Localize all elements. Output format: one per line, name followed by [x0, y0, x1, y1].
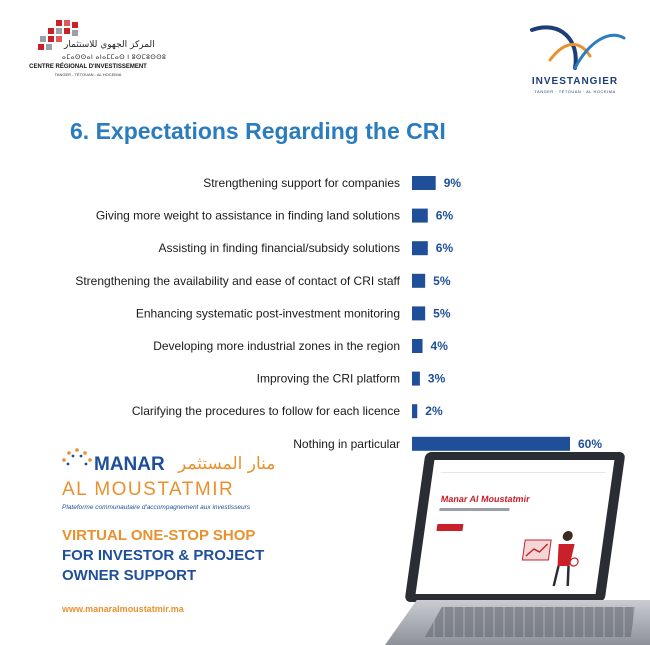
- bar: [412, 372, 420, 386]
- value-label: 60%: [578, 436, 603, 451]
- manar-name: MANAR: [94, 454, 165, 475]
- bar: [412, 339, 423, 353]
- bar: [412, 176, 436, 190]
- bar: [412, 274, 425, 288]
- category-label: Enhancing systematic post-investment monitoring: [135, 306, 400, 321]
- value-label: 9%: [443, 176, 462, 190]
- promo-heading-line-2: FOR INVESTOR & PROJECT: [62, 547, 265, 564]
- bar: [412, 241, 428, 255]
- laptop-illustration: [385, 452, 650, 645]
- manar-name-second: AL MOUSTATMIR: [62, 479, 235, 500]
- laptop-keyboard: [425, 607, 635, 637]
- category-label: Strengthening support for companies: [203, 176, 400, 190]
- bar: [412, 437, 570, 451]
- category-label: Improving the CRI platform: [256, 371, 400, 386]
- page-title: 6. Expectations Regarding the CRI: [70, 118, 446, 144]
- manar-arabic-name: منار المستثمر: [178, 454, 276, 474]
- bar: [412, 209, 428, 223]
- screen-brand: Manar Al Moustatmir: [440, 494, 531, 504]
- laptop-screen: [416, 460, 615, 594]
- value-label: 5%: [433, 306, 451, 321]
- website-link[interactable]: www.manaralmoustatmir.ma: [62, 604, 184, 614]
- bar: [412, 306, 425, 320]
- cri-region: TANGER - TÉTOUAN - AL HOCEIMA: [54, 72, 122, 77]
- cri-arabic-name: المركز الجهوي للاستثمار: [64, 40, 155, 50]
- value-label: 6%: [435, 208, 454, 223]
- category-label: Strengthening the availability and ease of contact of CRI staff: [75, 273, 400, 288]
- cri-name: CENTRE RÉGIONAL D'INVESTISSEMENT: [29, 64, 147, 70]
- value-label: 3%: [427, 371, 446, 386]
- promo-heading-line-1: VIRTUAL ONE-STOP SHOP: [62, 527, 256, 544]
- promo-heading-line-3: OWNER SUPPORT: [62, 567, 197, 584]
- manar-tagline: Plateforme communautaire d'accompagnement aux investisseurs: [62, 504, 251, 511]
- category-label: Giving more weight to assistance in finding land solutions: [95, 208, 400, 223]
- category-label: Assisting in finding financial/subsidy solutions: [158, 241, 400, 256]
- sunburst-icon: [60, 446, 94, 480]
- category-label: Nothing in particular: [293, 436, 400, 451]
- value-label: 2%: [425, 404, 443, 419]
- value-label: 5%: [433, 273, 451, 288]
- cri-tifinagh-name: ⴰⵎⴰⵙⵙⴰⵏ ⴰⵏⴰⵎⵎⴰⵙ ⵏ ⵓⵙⵎⵓⵙⵙⵓ: [62, 55, 167, 61]
- investangier-tagline: TANGER · TÉTOUAN · AL HOCEIMA: [534, 89, 616, 94]
- person-with-chart-icon: [516, 522, 585, 588]
- screen-nav-bar: [441, 466, 607, 473]
- investangier-name: INVESTANGIER: [531, 76, 619, 87]
- category-label: Clarifying the procedures to follow for each licence: [131, 404, 400, 419]
- category-label: Developing more industrial zones in the region: [153, 339, 400, 353]
- value-label: 6%: [435, 241, 454, 256]
- screen-cta-button: [436, 524, 463, 531]
- value-label: 4%: [430, 339, 448, 353]
- screen-subtitle-bar: [439, 508, 509, 511]
- manar-logo: [60, 446, 300, 526]
- bar: [412, 404, 417, 418]
